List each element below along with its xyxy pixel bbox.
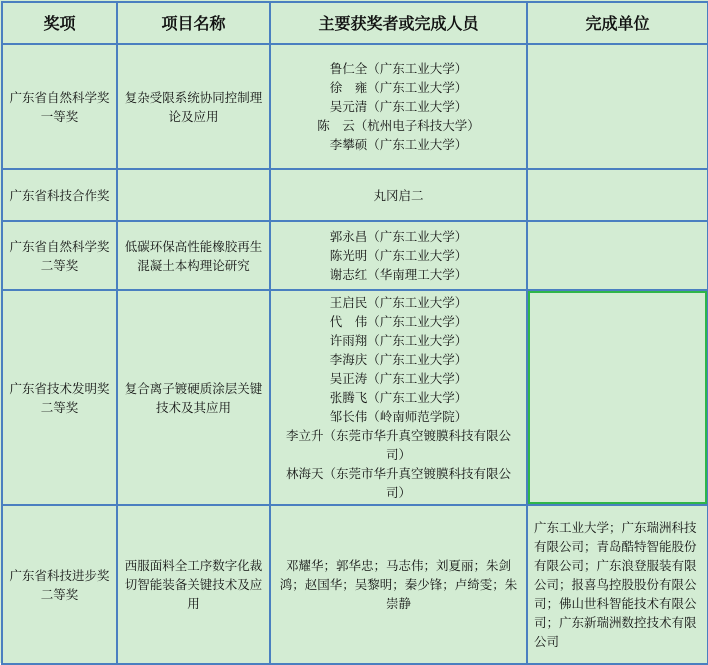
- unit-cell: [527, 169, 708, 221]
- award-cell: 广东省技术发明奖二等奖: [2, 290, 117, 505]
- person-line: 吴正涛（广东工业大学）: [329, 371, 468, 386]
- unit-cell: 广东工业大学；广东瑞洲科技有限公司；青岛酷特智能股份有限公司；广东浪登服装有限公司；报喜鸟控股股份有限公司；佛山世科智能技术有限公司；广东新瑞洲数控技术有限公司: [527, 505, 708, 664]
- people-cell: [270, 44, 527, 169]
- unit-cell-selected: [527, 290, 708, 505]
- project-cell: [117, 169, 270, 221]
- project-cell: 低碳环保高性能橡胶再生混凝土本构理论研究: [117, 221, 270, 290]
- table-row: [2, 44, 708, 169]
- person-line: 鲁仁全（广东工业大学）: [329, 61, 468, 76]
- people-cell: [270, 290, 527, 505]
- person-line: 许雨翔（广东工业大学）: [329, 333, 468, 348]
- people-cell: [270, 505, 527, 664]
- people-cell: [270, 169, 527, 221]
- person-line: 陈 云（杭州电子科技大学）: [317, 118, 480, 133]
- table-row: [2, 505, 708, 664]
- project-cell: 西服面料全工序数字化裁切智能装备关键技术及应用: [117, 505, 270, 664]
- person-line: 邹长伟（岭南师范学院）: [329, 409, 468, 424]
- people-cell: [270, 221, 527, 290]
- header-unit: 完成单位: [527, 2, 708, 44]
- table-row: [2, 290, 708, 505]
- award-cell: 广东省科技合作奖: [2, 169, 117, 221]
- award-cell: 广东省自然科学奖一等奖: [2, 44, 117, 169]
- header-award: 奖项: [2, 2, 117, 44]
- person-line: 丸冈启二: [373, 187, 424, 203]
- person-line: 吴元清（广东工业大学）: [329, 99, 468, 114]
- award-cell: 广东省自然科学奖二等奖: [2, 221, 117, 290]
- person-line: 陈光明（广东工业大学）: [329, 248, 468, 263]
- table-row: [2, 169, 708, 221]
- person-line: 邓耀华；郭华忠；马志伟；刘夏丽；朱剑鸿；赵国华；吴黎明；秦少锋；卢绮雯；朱崇静: [279, 558, 518, 611]
- person-line: 李攀硕（广东工业大学）: [329, 137, 468, 152]
- person-line: 林海天（东莞市华升真空镀膜科技有限公司）: [285, 466, 511, 500]
- header-project: 项目名称: [117, 2, 270, 44]
- person-line: 谢志红（华南理工大学）: [329, 267, 468, 282]
- person-line: 李海庆（广东工业大学）: [329, 352, 468, 367]
- person-line: 郭永昌（广东工业大学）: [329, 229, 468, 244]
- person-line: 张腾飞（广东工业大学）: [329, 390, 468, 405]
- person-line: 代 伟（广东工业大学）: [329, 314, 468, 329]
- project-cell: 复合离子镀硬质涂层关键技术及其应用: [117, 290, 270, 505]
- person-line: 李立升（东莞市华升真空镀膜科技有限公司）: [285, 428, 511, 462]
- person-line: 徐 雍（广东工业大学）: [329, 80, 468, 95]
- person-line: 王启民（广东工业大学）: [329, 295, 468, 310]
- table-header-row: [2, 2, 708, 44]
- header-people: 主要获奖者或完成人员: [270, 2, 527, 44]
- unit-cell: [527, 221, 708, 290]
- award-table: [1, 1, 708, 665]
- unit-cell: [527, 44, 708, 169]
- project-cell: 复杂受限系统协同控制理论及应用: [117, 44, 270, 169]
- award-cell: 广东省科技进步奖二等奖: [2, 505, 117, 664]
- table-row: [2, 221, 708, 290]
